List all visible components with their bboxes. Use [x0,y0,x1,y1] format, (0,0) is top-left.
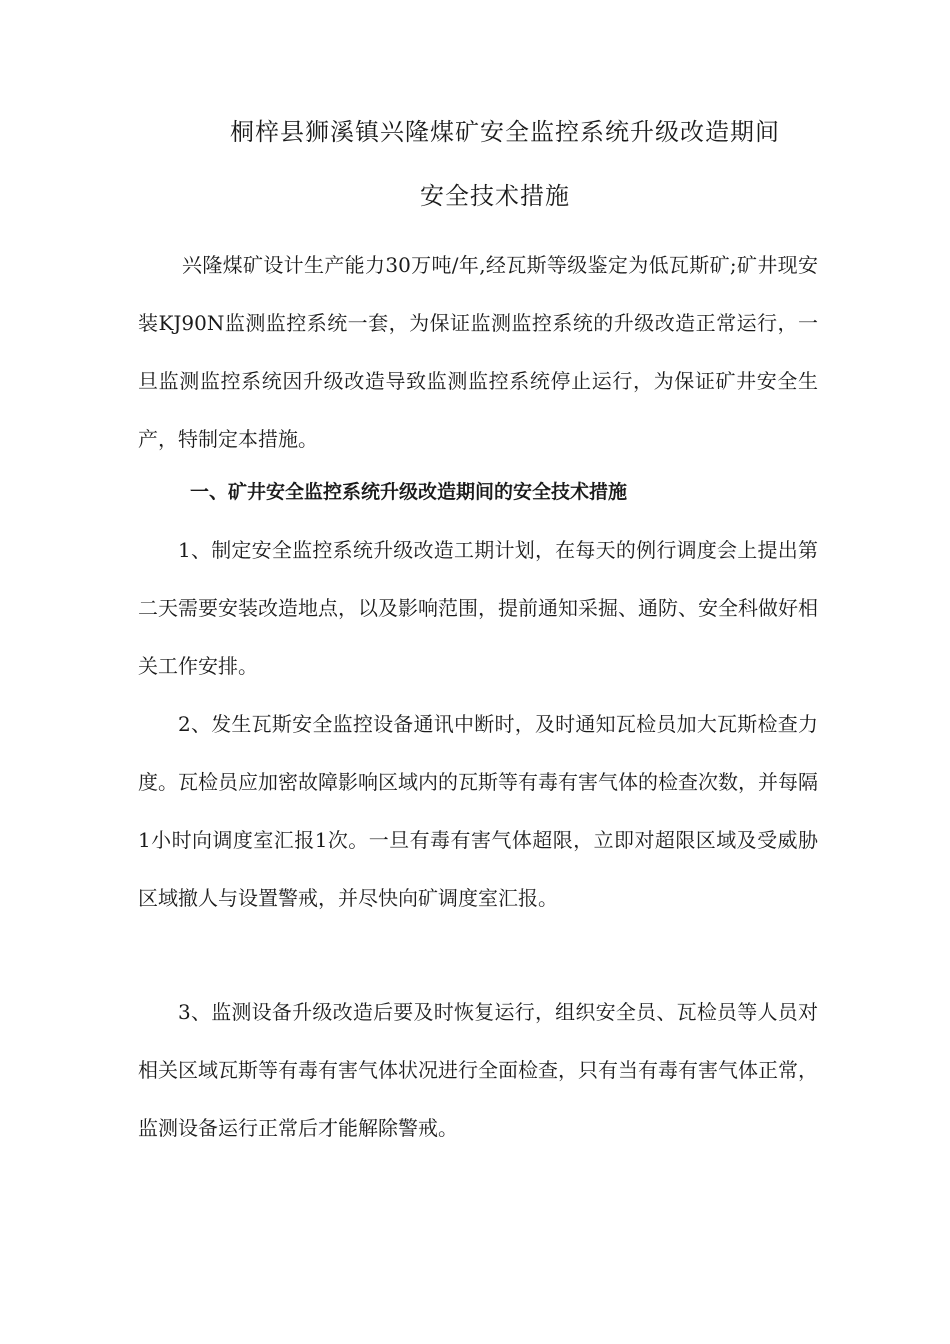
document-title-line-2: 安全技术措施 [420,182,570,210]
measure-item-2: 2、发生瓦斯安全监控设备通讯中断时，及时通知瓦检员加大瓦斯检查力度。瓦检员应加密故障影响区域内的瓦斯等有毒有害气体的检查次数，并每隔1小时向调度室汇报1次。一旦有毒有害气体超限，立即对超限区域及受威胁区域撤人与设置警戒，并尽快向矿调度室汇报。 [138,712,818,910]
measure-item-3: 3、监测设备升级改造后要及时恢复运行，组织安全员、瓦检员等人员对相关区域瓦斯等有毒有害气体状况进行全面检查，只有当有毒有害气体正常，监测设备运行正常后才能解除警戒。 [138,1000,818,1140]
section-1-heading: 一、矿井安全监控系统升级改造期间的安全技术措施 [190,481,628,503]
measure-item-1: 1、制定安全监控系统升级改造工期计划，在每天的例行调度会上提出第二天需要安装改造地点，以及影响范围，提前通知采掘、通防、安全科做好相关工作安排。 [138,538,818,678]
document-title-line-1: 桐梓县狮溪镇兴隆煤矿安全监控系统升级改造期间 [230,118,780,146]
intro-paragraph: 兴隆煤矿设计生产能力30万吨/年,经瓦斯等级鉴定为低瓦斯矿;矿井现安装KJ90N监测监控系统一套，为保证监测监控系统的升级改造正常运行，一旦监测监控系统因升级改造导致监测监控系统停止运行，为保证矿井安全生产，特制定本措施。 [138,253,818,451]
